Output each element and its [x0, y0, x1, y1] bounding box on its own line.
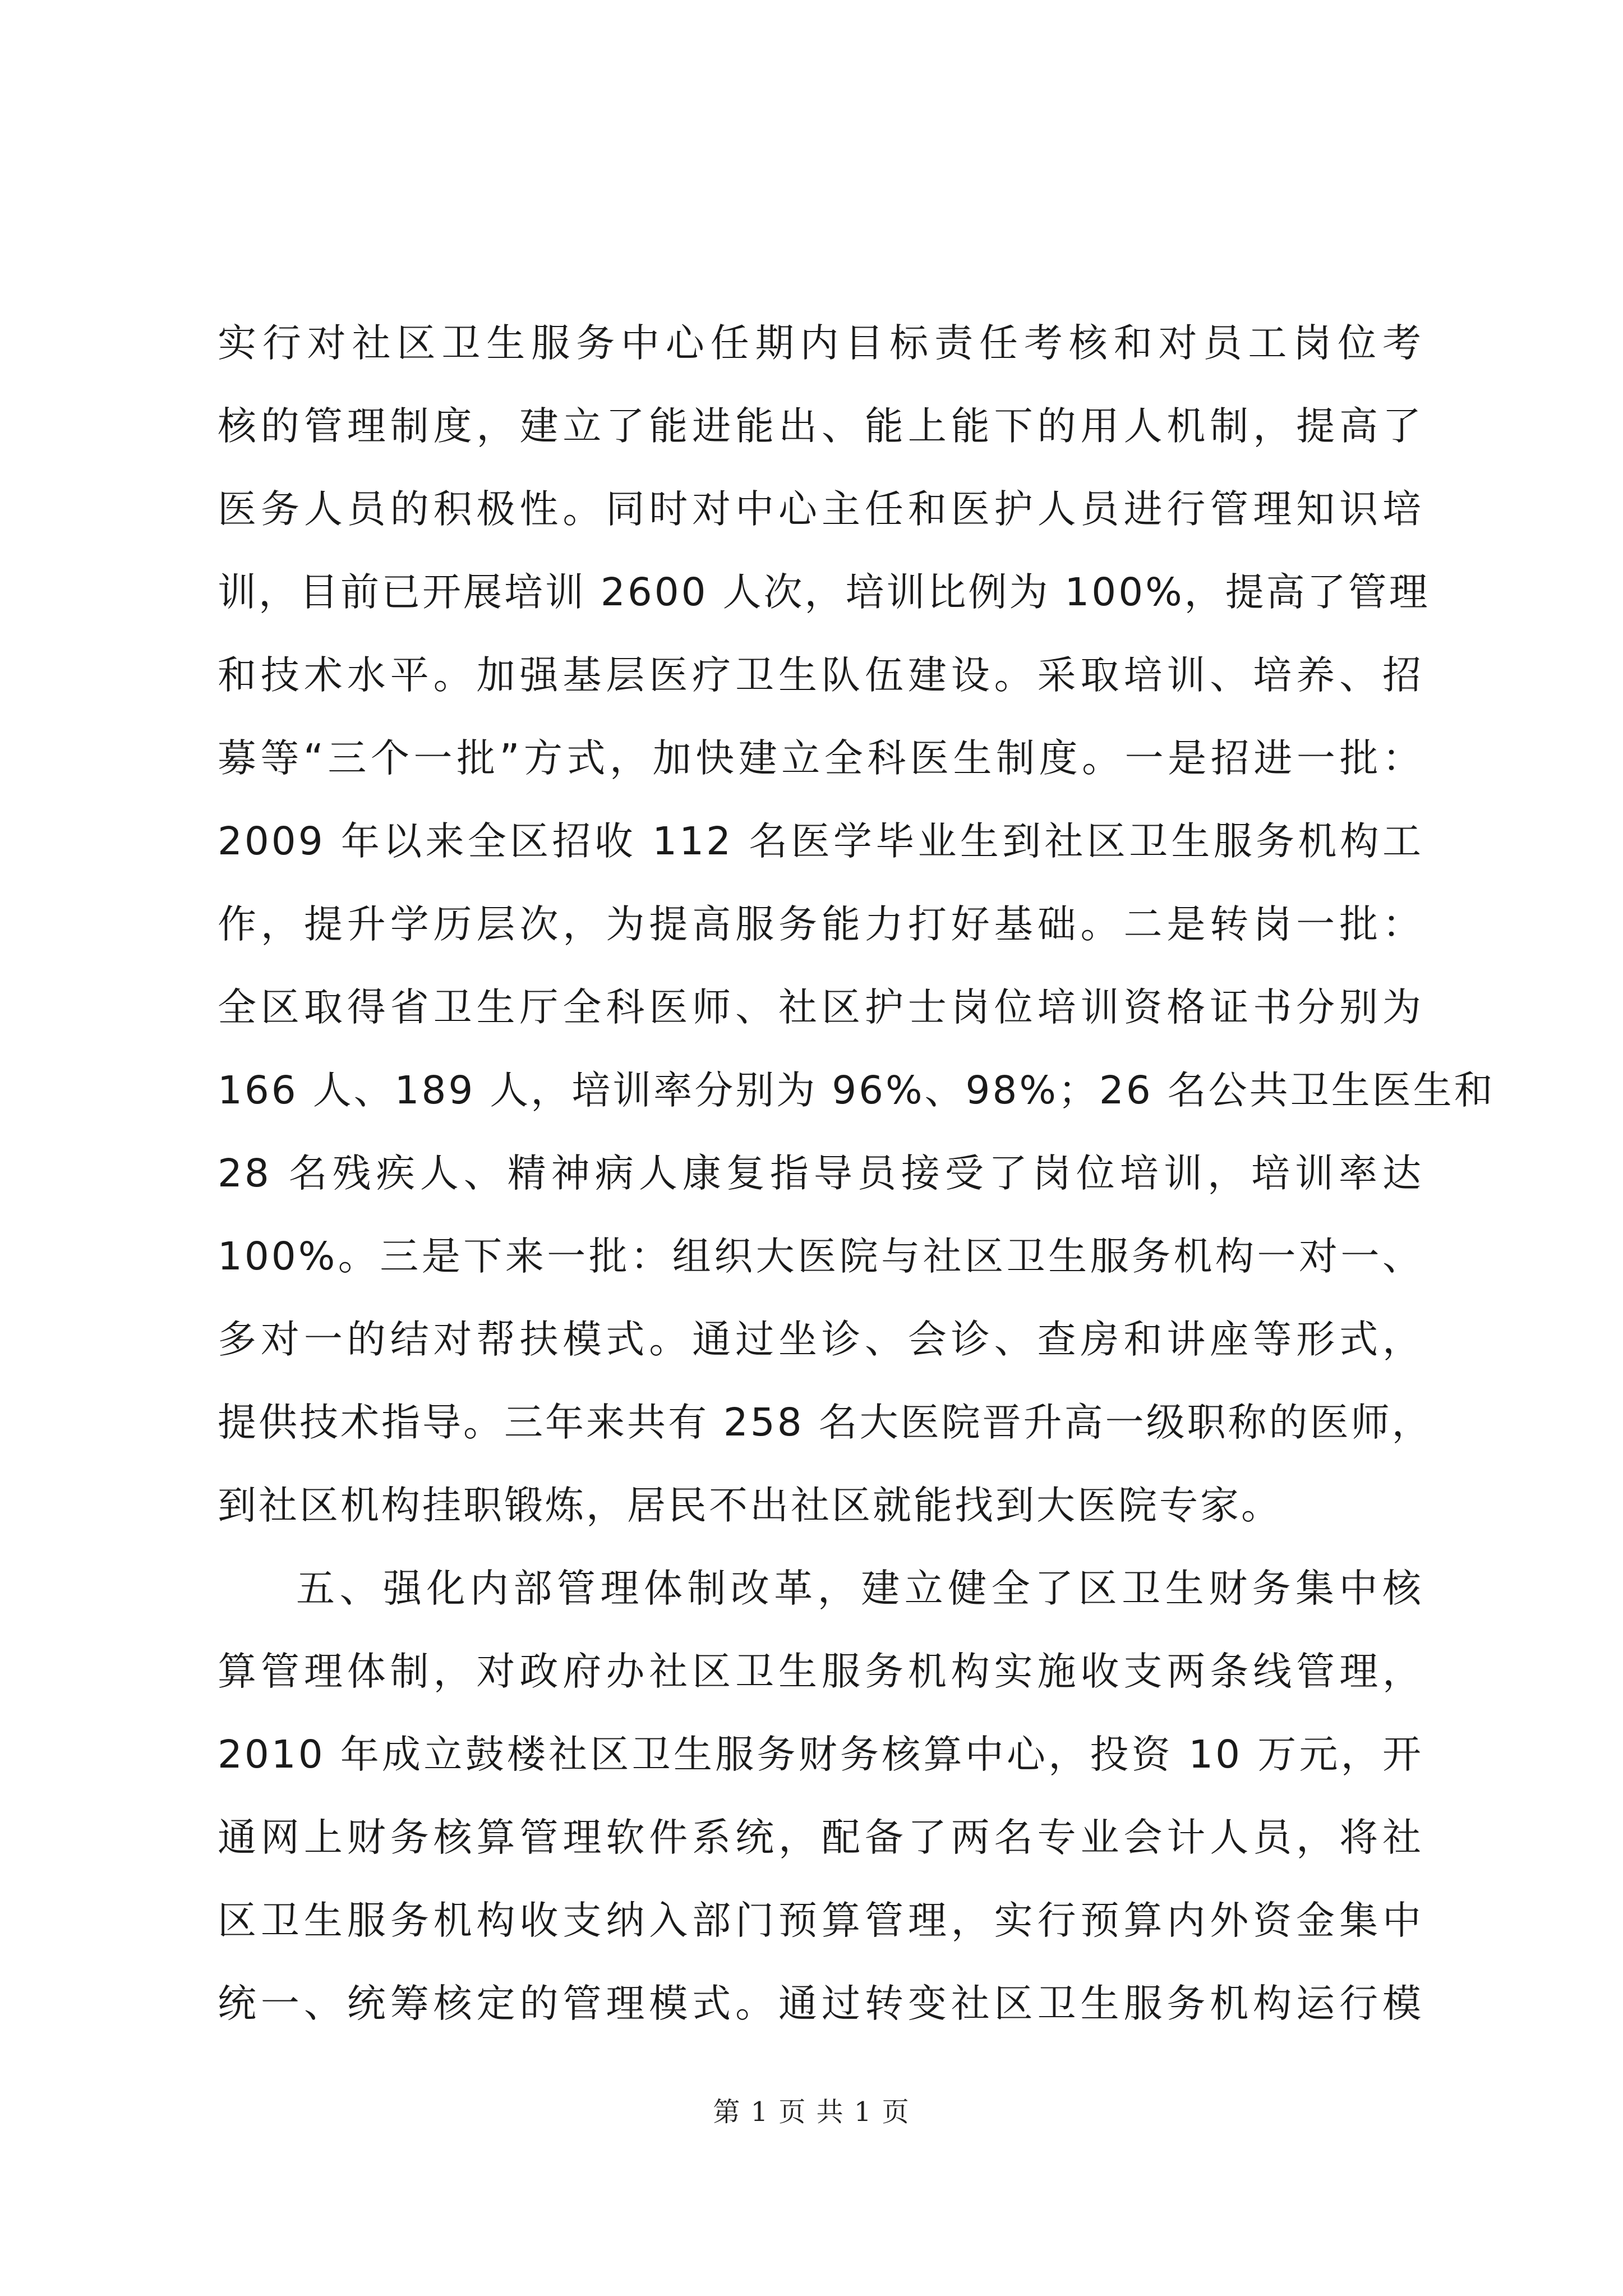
paragraph-start-line: 五、强化内部管理体制改革，建立健全了区卫生财务集中核 [296, 1566, 1423, 1611]
text-line: 全区取得省卫生厅全科医师、社区护士岗位培训资格证书分别为 [218, 985, 1423, 1030]
page-footer: 第 1 页 共 1 页 [713, 2096, 910, 2128]
text-line: 统一、统筹核定的管理模式。通过转变社区卫生服务机构运行模 [218, 1981, 1423, 2026]
text-line: 和技术水平。加强基层医疗卫生队伍建设。采取培训、培养、招 [218, 653, 1423, 698]
text-line: 166 人、189 人，培训率分别为 96%、98%；26 名公共卫生医生和 [218, 1068, 1495, 1113]
text-line: 募等“三个一批”方式，加快建立全科医生制度。一是招进一批： [218, 736, 1423, 781]
text-line: 2010 年成立鼓楼社区卫生服务财务核算中心，投资 10 万元，开 [218, 1732, 1423, 1777]
text-line: 作，提升学历层次，为提高服务能力打好基础。二是转岗一批： [218, 902, 1423, 947]
text-line: 2009 年以来全区招收 112 名医学毕业生到社区卫生服务机构工 [218, 819, 1423, 864]
text-line: 区卫生服务机构收支纳入部门预算管理，实行预算内外资金集中 [218, 1898, 1423, 1943]
text-line: 到社区机构挂职锻炼，居民不出社区就能找到大医院专家。 [218, 1483, 1282, 1528]
text-line: 多对一的结对帮扶模式。通过坐诊、会诊、查房和讲座等形式， [218, 1317, 1423, 1362]
document-body [218, 302, 1495, 2045]
text-line: 医务人员的积极性。同时对中心主任和医护人员进行管理知识培 [218, 487, 1423, 532]
text-line: 核的管理制度，建立了能进能出、能上能下的用人机制，提高了 [218, 404, 1423, 449]
text-line: 训，目前已开展培训 2600 人次，培训比例为 100%，提高了管理 [218, 570, 1430, 615]
text-line: 100%。三是下来一批：组织大医院与社区卫生服务机构一对一、 [218, 1234, 1423, 1279]
text-line: 算管理体制，对政府办社区卫生服务机构实施收支两条线管理， [218, 1649, 1423, 1694]
text-line: 实行对社区卫生服务中心任期内目标责任考核和对员工岗位考 [218, 321, 1423, 366]
text-line: 通网上财务核算管理软件系统，配备了两名专业会计人员，将社 [218, 1815, 1423, 1860]
text-line: 28 名残疾人、精神病人康复指导员接受了岗位培训，培训率达 [218, 1151, 1423, 1196]
text-line: 提供技术指导。三年来共有 258 名大医院晋升高一级职称的医师， [218, 1400, 1433, 1445]
